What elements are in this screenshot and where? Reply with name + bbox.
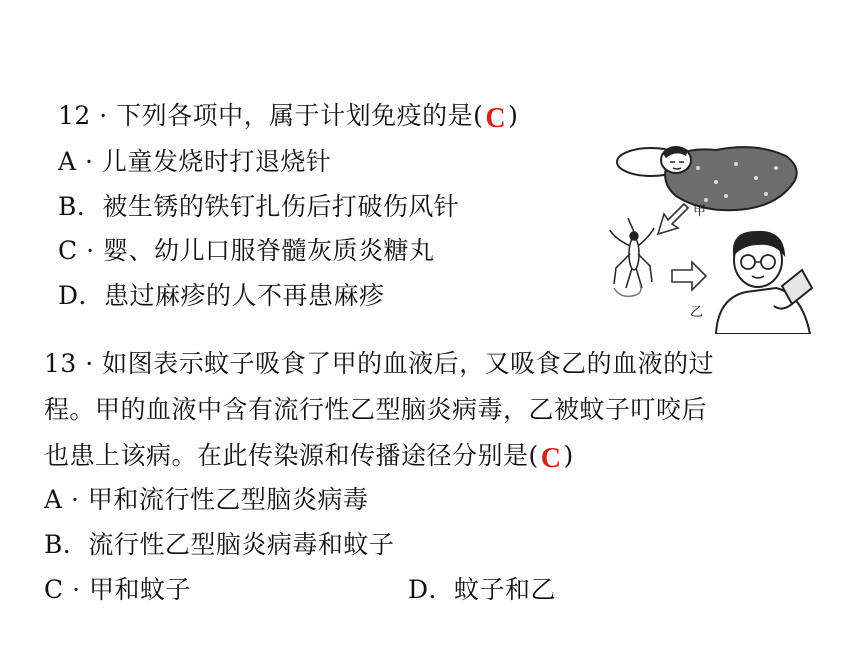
q13-option-b: B．流行性乙型脑炎病毒和蚊子 (44, 530, 395, 559)
figure-label-jia: 甲 (693, 204, 707, 219)
q12-option-d: D．患过麻疹的人不再患麻疹 (58, 281, 385, 310)
q13-stem-line-3 (44, 440, 574, 472)
mosquito-icon (610, 218, 654, 296)
q13-stem-text: 也患上该病。在此传染源和传播途径分别是( (44, 441, 539, 470)
q13-answer: C (540, 443, 562, 474)
q12-stem-text: 12 · 下列各项中，属于计划免疫的是( (58, 101, 484, 130)
q13-stem-close: ) (563, 441, 574, 470)
sleeping-person-icon (617, 147, 797, 210)
q12-option-b: B．被生锈的铁钉扎伤后打破伤风针 (58, 192, 460, 221)
q13-option-c: C · 甲和蚊子 (44, 575, 191, 604)
reading-person-icon (716, 232, 812, 334)
q13-stem-line-2: 程。甲的血液中含有流行性乙型脑炎病毒，乙被蚊子叮咬后 (44, 395, 708, 424)
q13-stem-line-1: 13 · 如图表示蚊子吸食了甲的血液后，又吸食乙的血液的过 (44, 349, 715, 378)
q12-stem (58, 100, 518, 132)
q12-stem-close: ) (508, 101, 519, 130)
q12-answer: C (485, 103, 507, 134)
q13-option-d: D．蚊子和乙 (408, 575, 557, 604)
arrow-right-icon (672, 262, 706, 290)
q13-option-a: A · 甲和流行性乙型脑炎病毒 (44, 485, 369, 514)
mosquito-transmission-figure (606, 138, 820, 334)
figure-label-yi: 乙 (690, 305, 704, 320)
q12-option-c: C · 婴、幼儿口服脊髓灰质炎糖丸 (58, 236, 435, 265)
q12-option-a: A · 儿童发烧时打退烧针 (58, 147, 332, 176)
arrow-down-left-icon (658, 204, 688, 234)
